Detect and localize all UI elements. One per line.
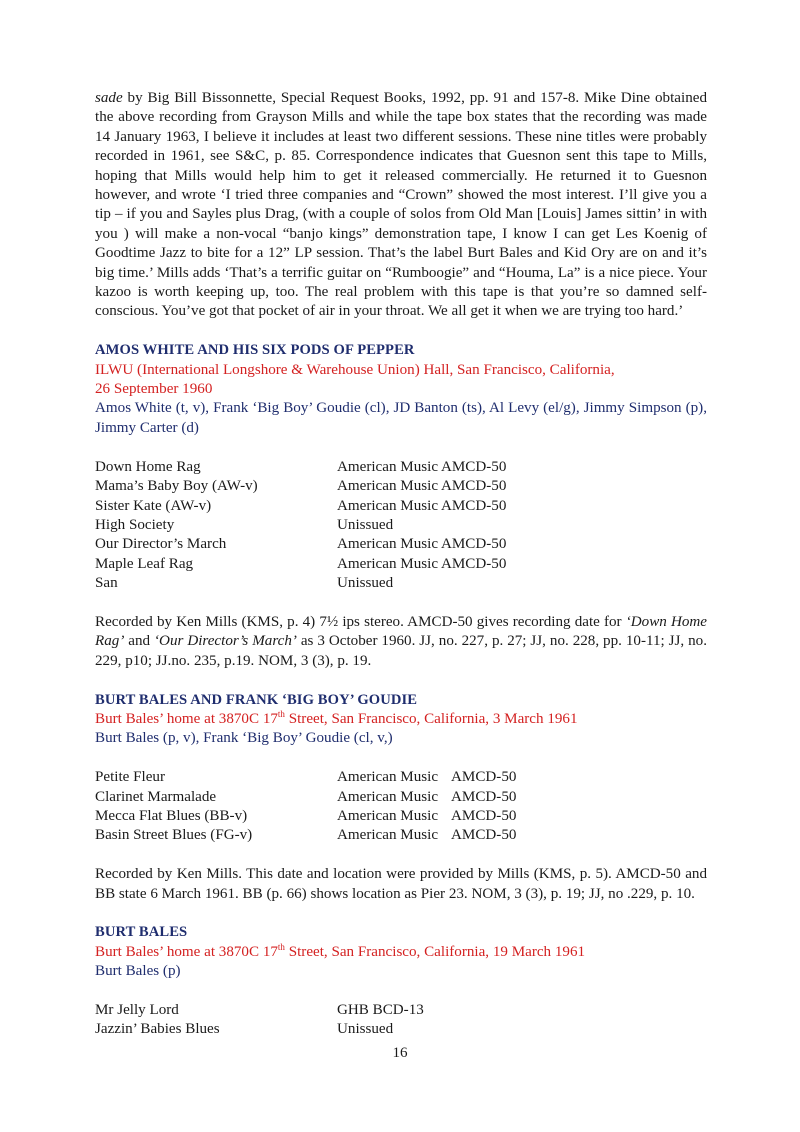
location-text: Burt Bales’ home at 3870C 17 <box>95 943 278 960</box>
track-row <box>95 516 707 535</box>
note-italic-title: ‘Down Home Rag’ <box>95 613 707 650</box>
intro-paragraph <box>95 89 707 322</box>
document-page <box>95 89 707 1040</box>
track-title: Mama’s Baby Boy (AW-v) <box>95 478 258 495</box>
note-text: and <box>124 633 155 650</box>
section-title: BURT BALES AND FRANK ‘BIG BOY’ GOUDIE <box>95 691 418 708</box>
track-label: Unissued <box>337 516 394 533</box>
track-row <box>95 826 707 845</box>
track-label: American Music <box>337 827 439 844</box>
intro-text: by Big Bill Bissonnette, Special Request Books, 1992, pp. 91 and 157-8. Mike Dine obtained the above recording from Grayson Mills and while the tape box states that the recording was made 14 January 1963, I believe it includes at least two different sessions. These nine titles were probably recorded in 1961, see S&C, p. 85. Correspondence indicates that Guesnon sent this tape to Mills, hoping that Mills would help him to get it released commercially. He returned it to Guesnon however, and wrote ‘I tried three companies and “Crown” showed the most interest. I’ll give you a tip – if you and Sayles plus Drag, (with a couple of solos from Old Man [Louis] James sittin’ in with you ) will make a non-vocal “banjo kings” demonstration tape, I know I can get Les Koenig of Goodtime Jazz to bite for a 12” LP session. That’s the label Burt Bales and Kid Ory are on and it’s big time.’ Mills adds ‘That’s a terrific guitar on “Rumboogie” and “Houma, La” is a nice piece. Your kazoo is worth keeping up, too. The real problem with this tape is that you’re so damned self-conscious. You’ve got that pocket of air in your throat. We all get it when we are trying too hard.’ <box>95 90 707 320</box>
track-catalog: AMCD-50 <box>451 827 517 844</box>
track-title: Clarinet Marmalade <box>95 788 217 805</box>
note-text: Recorded by Ken Mills (KMS, p. 4) 7½ ips stereo. AMCD-50 gives recording date for <box>95 613 626 630</box>
track-title: Jazzin’ Babies Blues <box>95 1021 220 1038</box>
track-label: American Music AMCD-50 <box>337 478 507 495</box>
track-title: Mr Jelly Lord <box>95 1001 179 1018</box>
track-row <box>95 807 707 826</box>
track-row <box>95 477 707 496</box>
track-title: Our Director’s March <box>95 536 227 553</box>
track-title: Petite Fleur <box>95 769 166 786</box>
note-italic-title: ‘Our Director’s March’ <box>154 633 297 650</box>
session-burt-bales <box>95 923 707 1039</box>
section-title: BURT BALES <box>95 924 188 941</box>
track-title: Basin Street Blues (FG-v) <box>95 827 253 844</box>
track-catalog: AMCD-50 <box>451 769 517 786</box>
location-superscript: th <box>277 708 285 719</box>
track-list <box>95 768 707 846</box>
track-catalog: AMCD-50 <box>451 788 517 805</box>
location-text: Street, San Francisco, California, 3 March 1961 <box>284 710 578 727</box>
track-title: Sister Kate (AW-v) <box>95 497 212 514</box>
note-text: as 3 October 1960. JJ, no. 227, p. 27; JJ, no. 228, pp. 10-11; JJ, no. 229, p10; JJ.no. 235, p.19. NOM, 3 (3), p. 19. <box>95 633 707 669</box>
track-row <box>95 574 707 593</box>
track-label: American Music AMCD-50 <box>337 536 507 553</box>
location-superscript: th <box>277 941 285 952</box>
track-row <box>95 535 707 554</box>
track-label: American Music <box>337 788 439 805</box>
track-list <box>95 1001 707 1040</box>
location-text: Street, San Francisco, California, 19 March 1961 <box>284 943 586 960</box>
track-label: American Music AMCD-50 <box>337 458 507 475</box>
session-location-line2: 26 September 1960 <box>95 381 213 398</box>
track-label: Unissued <box>337 1021 394 1038</box>
track-label: American Music AMCD-50 <box>337 497 507 514</box>
track-label: American Music AMCD-50 <box>337 555 507 572</box>
track-row <box>95 555 707 574</box>
session-location <box>95 361 707 400</box>
track-label: American Music <box>337 769 439 786</box>
section-title: AMOS WHITE AND HIS SIX PODS OF PEPPER <box>95 342 415 359</box>
session-personnel: Burt Bales (p, v), Frank ‘Big Boy’ Goudie (cl, v,) <box>95 730 393 747</box>
track-title: Mecca Flat Blues (BB-v) <box>95 807 248 824</box>
session-location <box>95 943 707 962</box>
location-text: Burt Bales’ home at 3870C 17 <box>95 710 278 727</box>
session-note <box>95 613 707 671</box>
session-bales-goudie <box>95 691 707 904</box>
track-label: Unissued <box>337 575 394 592</box>
track-title: Maple Leaf Rag <box>95 555 194 572</box>
track-row <box>95 1001 707 1020</box>
track-label: GHB BCD-13 <box>337 1001 424 1018</box>
session-location <box>95 710 707 729</box>
page-number: 16 <box>392 1045 408 1061</box>
track-row <box>95 768 707 787</box>
track-label: American Music <box>337 807 439 824</box>
session-personnel: Burt Bales (p) <box>95 963 181 980</box>
track-row <box>95 458 707 477</box>
track-title: San <box>95 575 118 592</box>
session-location-line1: ILWU (International Longshore & Warehouse Union) Hall, San Francisco, California, <box>95 361 615 378</box>
track-catalog: AMCD-50 <box>451 807 517 824</box>
track-row <box>95 788 707 807</box>
track-list <box>95 458 707 594</box>
intro-lead-italic: sade <box>95 90 123 106</box>
track-row <box>95 497 707 516</box>
session-amos-white <box>95 341 707 671</box>
track-title: High Society <box>95 516 175 533</box>
track-title: Down Home Rag <box>95 458 201 475</box>
session-note: Recorded by Ken Mills. This date and location were provided by Mills (KMS, p. 5). AMCD-50 and BB state 6 March 1961. BB (p. 66) shows location as Pier 23. NOM, 3 (3), p. 19; JJ, no .229, p. 10. <box>95 866 707 902</box>
track-row <box>95 1020 707 1039</box>
session-personnel: Amos White (t, v), Frank ‘Big Boy’ Goudie (cl), JD Banton (ts), Al Levy (el/g), Jimmy Simpson (p), Jimmy Carter (d) <box>95 400 707 436</box>
